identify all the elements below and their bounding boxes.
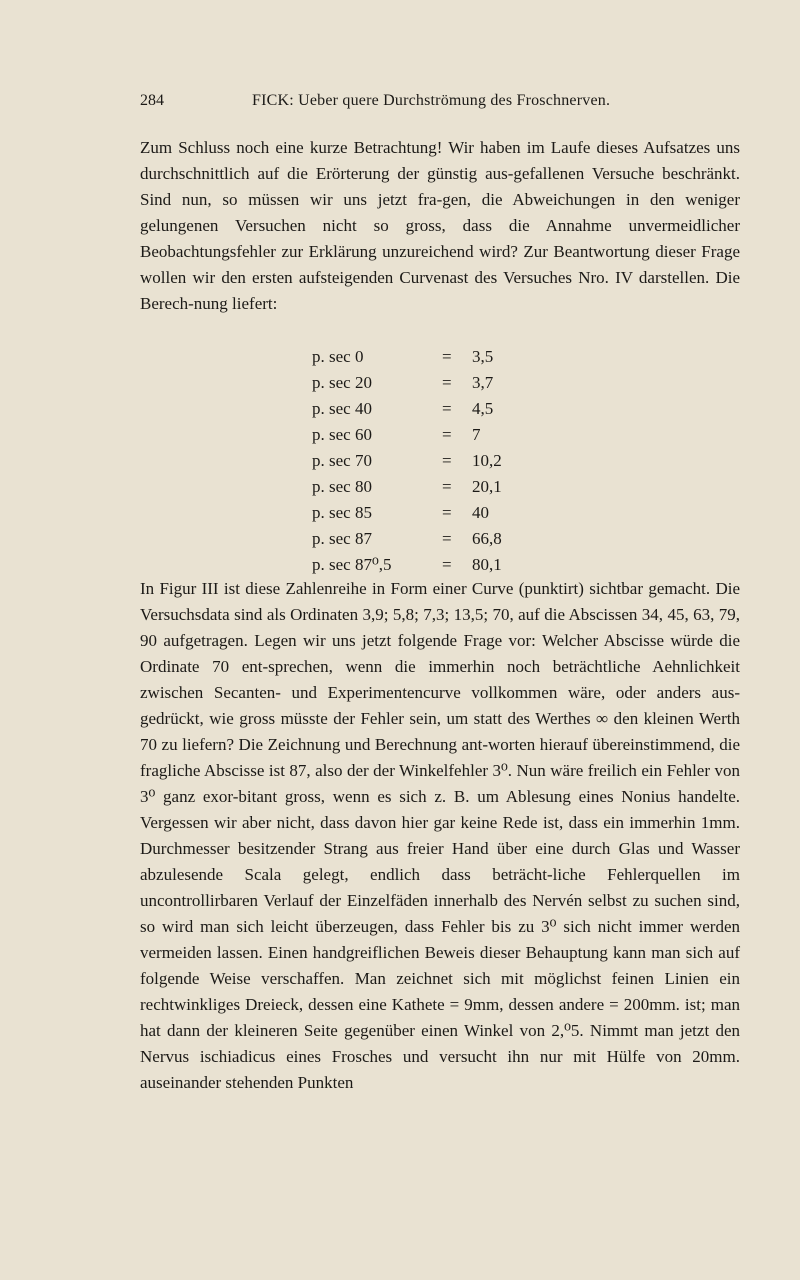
value-row (312, 344, 612, 370)
value-label: p. sec 70 (312, 451, 372, 470)
value-number: 20,1 (472, 477, 502, 496)
value-row (312, 500, 612, 526)
page-header (140, 92, 680, 118)
value-row (312, 422, 612, 448)
value-label: p. sec 60 (312, 425, 372, 444)
value-number: 66,8 (472, 529, 502, 548)
value-row (312, 396, 612, 422)
paragraph-intro: Zum Schluss noch eine kurze Betrachtung! Wir haben im Laufe dieses Aufsatzes uns durchschnittlich auf die Erörterung der günstig aus-gefallenen Versuche beschränkt. Sind nun, so müssen wir uns jetzt fra-gen, die Abweichungen in den weniger gelungenen Versuchen nicht so gross, dass die Annahme unvermeidlicher Beobachtungsfehler zur Erklärung unzureichend wird? Zur Beantwortung dieser Frage wollen wir den ersten aufsteigenden Curvenast des Versuches Nro. IV darstellen. Die Berech-nung liefert: (140, 138, 740, 313)
value-number: 40 (472, 503, 489, 522)
value-number: 80,1 (472, 555, 502, 574)
value-label: p. sec 85 (312, 503, 372, 522)
value-number: 7 (472, 425, 481, 444)
page-number: 284 (140, 92, 164, 109)
equals-sign: = (442, 425, 452, 444)
equals-sign: = (442, 347, 452, 366)
equals-sign: = (442, 503, 452, 522)
value-row (312, 370, 612, 396)
paragraph-discussion: In Figur III ist diese Zahlenreihe in Form einer Curve (punktirt) sichtbar gemacht. Die Versuchsdata sind als Ordinaten 3,9; 5,8; 7,3; 13,5; 70, auf die Abscissen 34, 45, 63, 79, 90 aufgetragen. Legen wir uns jetzt folgende Frage vor: Welcher Abscisse würde die Ordinate 70 ent-sprechen, wenn die immerhin noch beträchtliche Aehnlichkeit zwischen Secanten- und Experimentencurve vollkommen wäre, oder anders aus-gedrückt, wie gross müsste der Fehler sein, um statt des Werthes ∞ den kleinen Werth 70 zu liefern? Die Zeichnung und Berechnung ant-worten hierauf übereinstimmend, die fragliche Abscisse ist 87, also der der Winkelfehler 3⁰. Nun wäre freilich ein Fehler von 3⁰ ganz exor-bitant gross, wenn es sich z. B. um Ablesung eines Nonius handelte. Vergessen wir aber nicht, dass davon hier gar keine Rede ist, dass ein immerhin 1mm. Durchmesser besitzender Strang aus freier Hand über eine durch Glas und Wasser abzulesende Scala gelegt, endlich dass beträcht-liche Fehlerquellen im uncontrollirbaren Verlauf der Einzelfäden innerhalb des Nervén selbst zu suchen sind, so wird man sich leicht überzeugen, dass Fehler bis zu 3⁰ sich nicht immer werden vermeiden lassen. Einen handgreiflichen Beweis dieser Behauptung kann man sich auf folgende Weise verschaffen. Man zeichnet sich mit möglichst feinen Linien ein rechtwinkliges Dreieck, dessen eine Kathete = 9mm, dessen andere = 200mm. ist; man hat dann der kleineren Seite gegenüber einen Winkel von 2,⁰5. Nimmt man jetzt den Nervus ischiadicus eines Frosches und versucht ihn nur mit Hülfe von 20mm. auseinander stehenden Punkten (140, 579, 740, 1092)
equals-sign: = (442, 529, 452, 548)
value-number: 3,7 (472, 373, 494, 392)
value-number: 10,2 (472, 451, 502, 470)
value-number: 4,5 (472, 399, 494, 418)
value-label: p. sec 87 (312, 529, 372, 548)
value-row (312, 474, 612, 500)
value-label: p. sec 0 (312, 347, 364, 366)
running-head: FICK: Ueber quere Durchströmung des Froschnerven. (252, 92, 611, 109)
value-label: p. sec 20 (312, 373, 372, 392)
value-number: 3,5 (472, 347, 494, 366)
value-row (312, 526, 612, 552)
value-row (312, 552, 612, 578)
value-table (312, 344, 612, 578)
equals-sign: = (442, 451, 452, 470)
equals-sign: = (442, 477, 452, 496)
value-label: p. sec 80 (312, 477, 372, 496)
equals-sign: = (442, 399, 452, 418)
equals-sign: = (442, 555, 452, 574)
value-label: p. sec 87⁰,5 (312, 555, 392, 574)
value-row (312, 448, 612, 474)
value-label: p. sec 40 (312, 399, 372, 418)
equals-sign: = (442, 373, 452, 392)
